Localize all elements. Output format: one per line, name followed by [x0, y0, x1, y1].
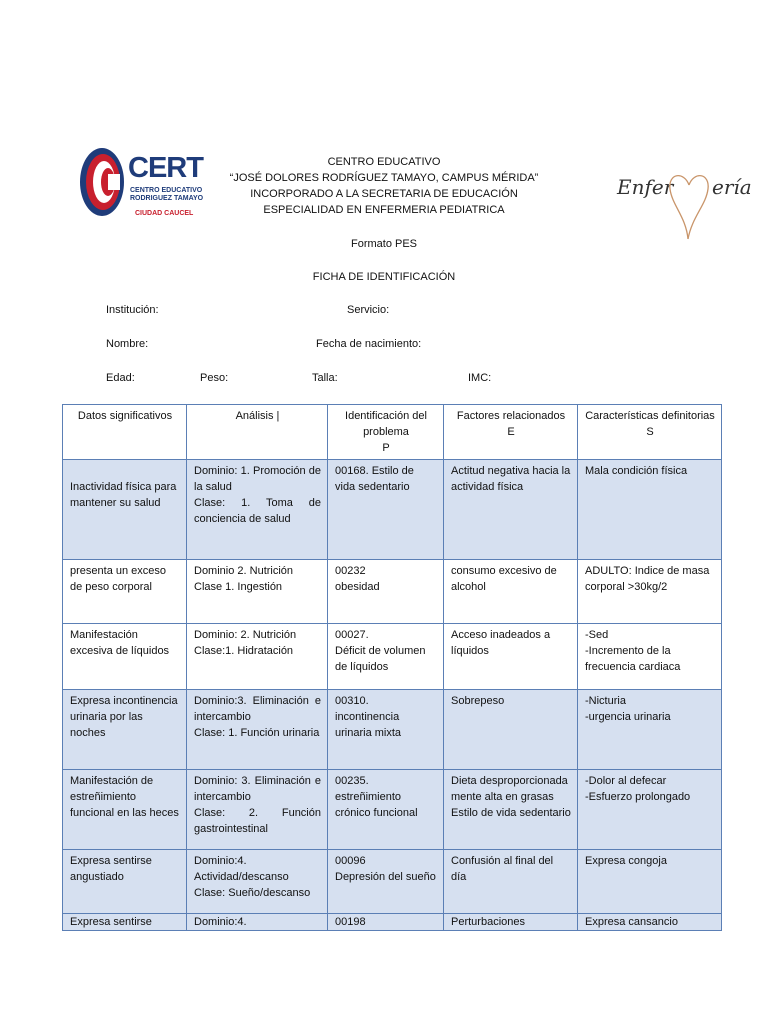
- header-caracteristicas-definitorias: Características definitorias S: [578, 405, 722, 460]
- table-cell: Expresa sentirse: [63, 914, 187, 931]
- fecha-nacimiento-label: Fecha de nacimiento:: [316, 338, 422, 350]
- table-cell: presenta un exceso de peso corporal: [63, 560, 187, 624]
- table-cell: 00096 Depresión del sueño: [328, 850, 444, 914]
- cert-logo-title: CERT: [128, 152, 203, 184]
- table-cell: Actitud negativa hacia la actividad física: [444, 460, 578, 560]
- enfermeria-logo-right: ería: [712, 175, 752, 199]
- table-cell: Mala condición física: [578, 460, 722, 560]
- heart-icon: [666, 167, 712, 243]
- cert-logo-sub1: CENTRO EDUCATIVO: [130, 187, 203, 194]
- table-row: [63, 770, 722, 850]
- table-header-row: [63, 405, 722, 460]
- table-cell: Acceso inadeados a líquidos: [444, 624, 578, 690]
- header-factores-relacionados: Factores relacionados E: [444, 405, 578, 460]
- table-cell: 00310. incontinencia urinaria mixta: [328, 690, 444, 770]
- header-analisis: Análisis |: [187, 405, 328, 460]
- table-cell: Dominio 2. Nutrición Clase 1. Ingestión: [187, 560, 328, 624]
- header-line-4: ESPECIALIDAD EN ENFERMERIA PEDIATRICA: [263, 204, 505, 216]
- table-cell: Dominio: 1. Promoción de la salud Clase: 1. Toma de conciencia de salud: [187, 460, 328, 560]
- enfermeria-logo: [612, 165, 762, 245]
- format-label: Formato PES: [350, 238, 418, 250]
- table-cell: ADULTO: Indice de masa corporal >30kg/2: [578, 560, 722, 624]
- institucion-label: Institución:: [106, 304, 159, 316]
- table-cell: Perturbaciones: [444, 914, 578, 931]
- header-identificacion-problema: Identificación del problema P: [328, 405, 444, 460]
- nombre-label: Nombre:: [106, 338, 149, 350]
- table-row: [63, 914, 722, 931]
- table-cell: 00235. estreñimiento crónico funcional: [328, 770, 444, 850]
- table-cell: 00027. Déficit de volumen de líquidos: [328, 624, 444, 690]
- table-row: [63, 560, 722, 624]
- table-cell: 00168. Estilo de vida sedentario: [328, 460, 444, 560]
- table-row: [63, 624, 722, 690]
- table-cell: Expresa incontinencia urinaria por las noches: [63, 690, 187, 770]
- table-cell: Dominio: 2. Nutrición Clase:1. Hidratación: [187, 624, 328, 690]
- table-cell: Inactividad física para mantener su salud: [63, 460, 187, 560]
- table-cell: -Nicturia -urgencia urinaria: [578, 690, 722, 770]
- talla-label: Talla:: [312, 372, 338, 384]
- table-cell: consumo excesivo de alcohol: [444, 560, 578, 624]
- table-cell: Manifestación excesiva de líquidos: [63, 624, 187, 690]
- pes-table: [62, 404, 722, 931]
- table-cell: Expresa sentirse angustiado: [63, 850, 187, 914]
- table-cell: Sobrepeso: [444, 690, 578, 770]
- table-cell: -Sed -Incremento de la frecuencia cardiaca: [578, 624, 722, 690]
- header-datos-significativos: Datos significativos: [63, 405, 187, 460]
- table-cell: 00198: [328, 914, 444, 931]
- table-cell: Dominio:4. Actividad/descanso Clase: Sueño/descanso: [187, 850, 328, 914]
- edad-label: Edad:: [106, 372, 135, 384]
- table-cell: 00232 obesidad: [328, 560, 444, 624]
- header-line-1: CENTRO EDUCATIVO: [327, 156, 441, 168]
- table-cell: Dominio:3. Eliminación e intercambio Clase: 1. Función urinaria: [187, 690, 328, 770]
- table-cell: Dieta desproporcionadamente alta en grasas Estilo de vida sedentario: [444, 770, 578, 850]
- table-cell: Dominio: 3. Eliminación e intercambio Clase: 2. Función gastrointestinal: [187, 770, 328, 850]
- servicio-label: Servicio:: [347, 304, 390, 316]
- header-line-2: “JOSÉ DOLORES RODRÍGUEZ TAMAYO, CAMPUS MÉRIDA”: [229, 172, 539, 184]
- table-cell: Expresa congoja: [578, 850, 722, 914]
- form-title: FICHA DE IDENTIFICACIÓN: [312, 271, 456, 283]
- cert-logo-sub2: RODRIGUEZ TAMAYO: [130, 195, 204, 202]
- table-row: [63, 850, 722, 914]
- imc-label: IMC:: [468, 372, 492, 384]
- table-row: [63, 460, 722, 560]
- table-cell: -Dolor al defecar -Esfuerzo prolongado: [578, 770, 722, 850]
- cert-logo-sub3: CIUDAD CAUCEL: [135, 210, 194, 217]
- table-cell: Manifestación de estreñimiento funcional en las heces: [63, 770, 187, 850]
- header-line-3: INCORPORADO A LA SECRETARIA DE EDUCACIÓN: [250, 188, 518, 200]
- table-row: [63, 690, 722, 770]
- table-cell: Confusión al final del día: [444, 850, 578, 914]
- enfermeria-logo-left: Enfer: [617, 175, 674, 199]
- table-cell: Expresa cansancio: [578, 914, 722, 931]
- table-cell: Dominio:4.: [187, 914, 328, 931]
- peso-label: Peso:: [200, 372, 229, 384]
